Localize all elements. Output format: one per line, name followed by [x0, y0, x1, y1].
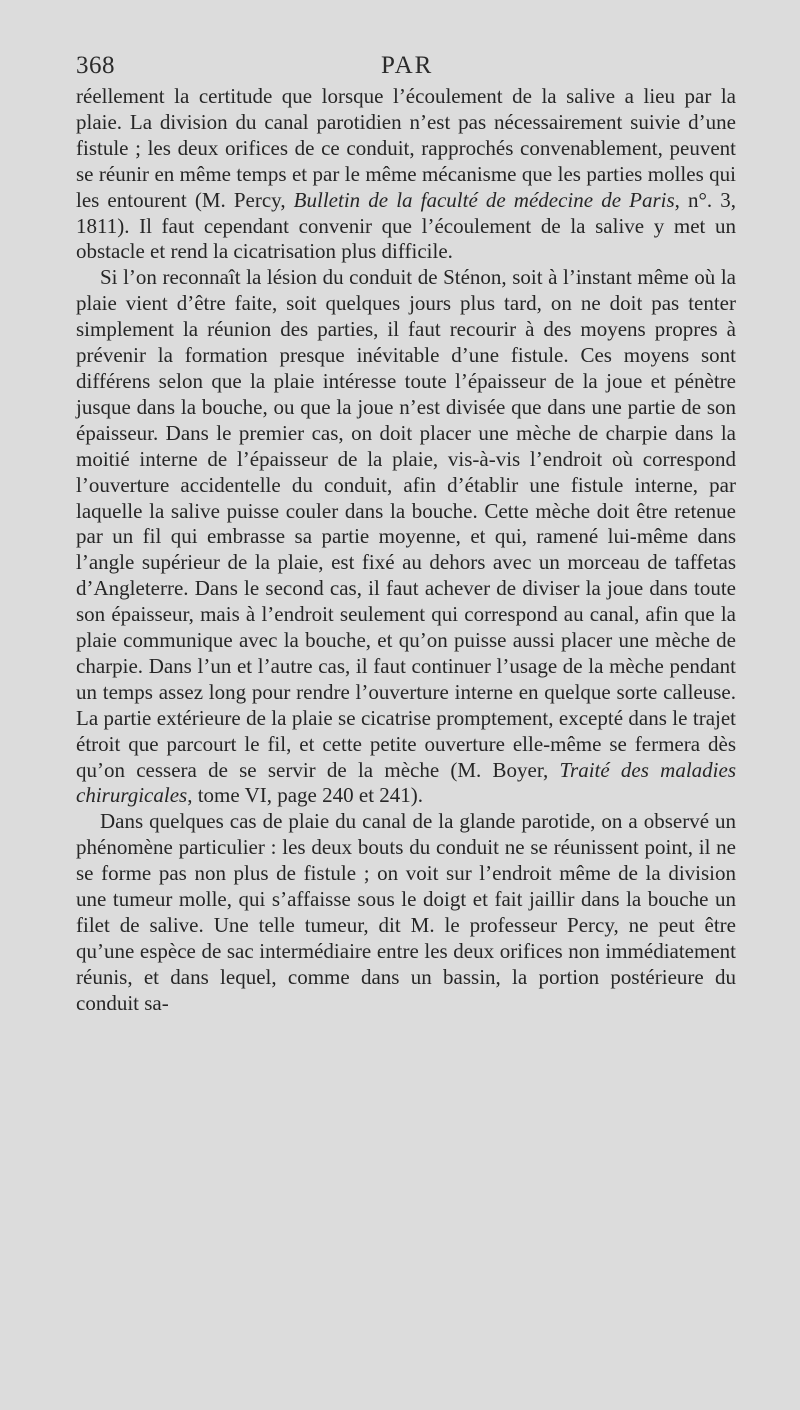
paragraph-3 [76, 809, 736, 1016]
text-run: Dans quelques cas de plaie du canal de la glande parotide, on a observé un phénomène particulier : les deux bouts du conduit ne se réunissent point, il ne se forme pas non plus de fistule ; on voit sur l’endroit même de la division une tumeur molle, qui s’affaisse sous le doigt et fait jaillir dans la bouche un filet de salive. Une telle tumeur, dit M. le professeur Percy, ne peut être qu’une espèce de sac intermédiaire entre les deux orifices non immédiatement réunis, et dans lequel, comme dans un bassin, la portion postérieure du conduit sa- [76, 809, 736, 1015]
page-header [76, 52, 736, 86]
text-run: , tome VI, page 240 et 241). [187, 783, 424, 808]
paragraph-2 [76, 265, 736, 809]
page-number: 368 [76, 52, 115, 79]
text-run: réellement la certitude que lorsque l’écoulement de la salive a lieu par la plaie. La division du canal parotidien n’est pas nécessairement suivie d’une fistule ; les deux orifices de ce conduit, rapprochés convenablement, peuvent se réunir en même temps et par le même mécanisme que les parties molles qui les entourent (M. Percy, [76, 84, 736, 212]
italic-citation: Bulletin de la faculté de médecine de Paris [293, 187, 675, 212]
text-run: , n°. 3, 1811). Il faut cependant convenir que l’écoulement de la salive y met un obstacle et rend la cicatrisation plus difficile. [76, 187, 737, 264]
running-head: PAR [381, 52, 434, 79]
text-run: Si l’on reconnaît la lésion du conduit de Sténon, soit à l’instant même où la plaie vient d’être faite, soit quelques jours plus tard, on ne doit pas tenter simplement la réunion des parties, il faut recourir à des moyens propres à prévenir la formation presque inévitable d’une fistule. Ces moyens sont différens selon que la plaie intéresse toute l’épaisseur de la joue et pénètre jusque dans la bouche, ou que la joue n’est divisée que dans une partie de son épaisseur. Dans le premier cas, on doit placer une mèche de charpie dans la moitié interne de l’épaisseur de la plaie, vis-à-vis l’endroit où correspond l’ouverture accidentelle du conduit, afin d’établir une fistule interne, par laquelle la salive puisse couler dans la bouche. Cette mèche doit être retenue par un fil qui embrasse sa partie moyenne, et qui, ramené lui-même dans l’angle supérieur de la plaie, est fixé au dehors avec un morceau de taffetas d’Angleterre. Dans le second cas, il faut achever de diviser la joue dans toute son épaisseur, mais à l’endroit seulement qui correspond au canal, afin que la plaie communique avec la bouche, et qu’on puisse aussi placer une mèche de charpie. Dans l’un et l’autre cas, il faut continuer l’usage de la mèche pendant un temps assez long pour rendre l’ouverture interne en quelque sorte calleuse. La partie extérieure de la plaie se cicatrise promptement, excepté dans le trajet étroit que parcourt le fil, et cette petite ouverture elle-même se fermera dès qu’on cessera de se servir de la mèche (M. Boyer, [76, 265, 736, 782]
italic-citation: Traité des maladies chirurgicales [76, 757, 736, 808]
body-text [76, 84, 736, 1017]
paragraph-1 [76, 84, 736, 265]
